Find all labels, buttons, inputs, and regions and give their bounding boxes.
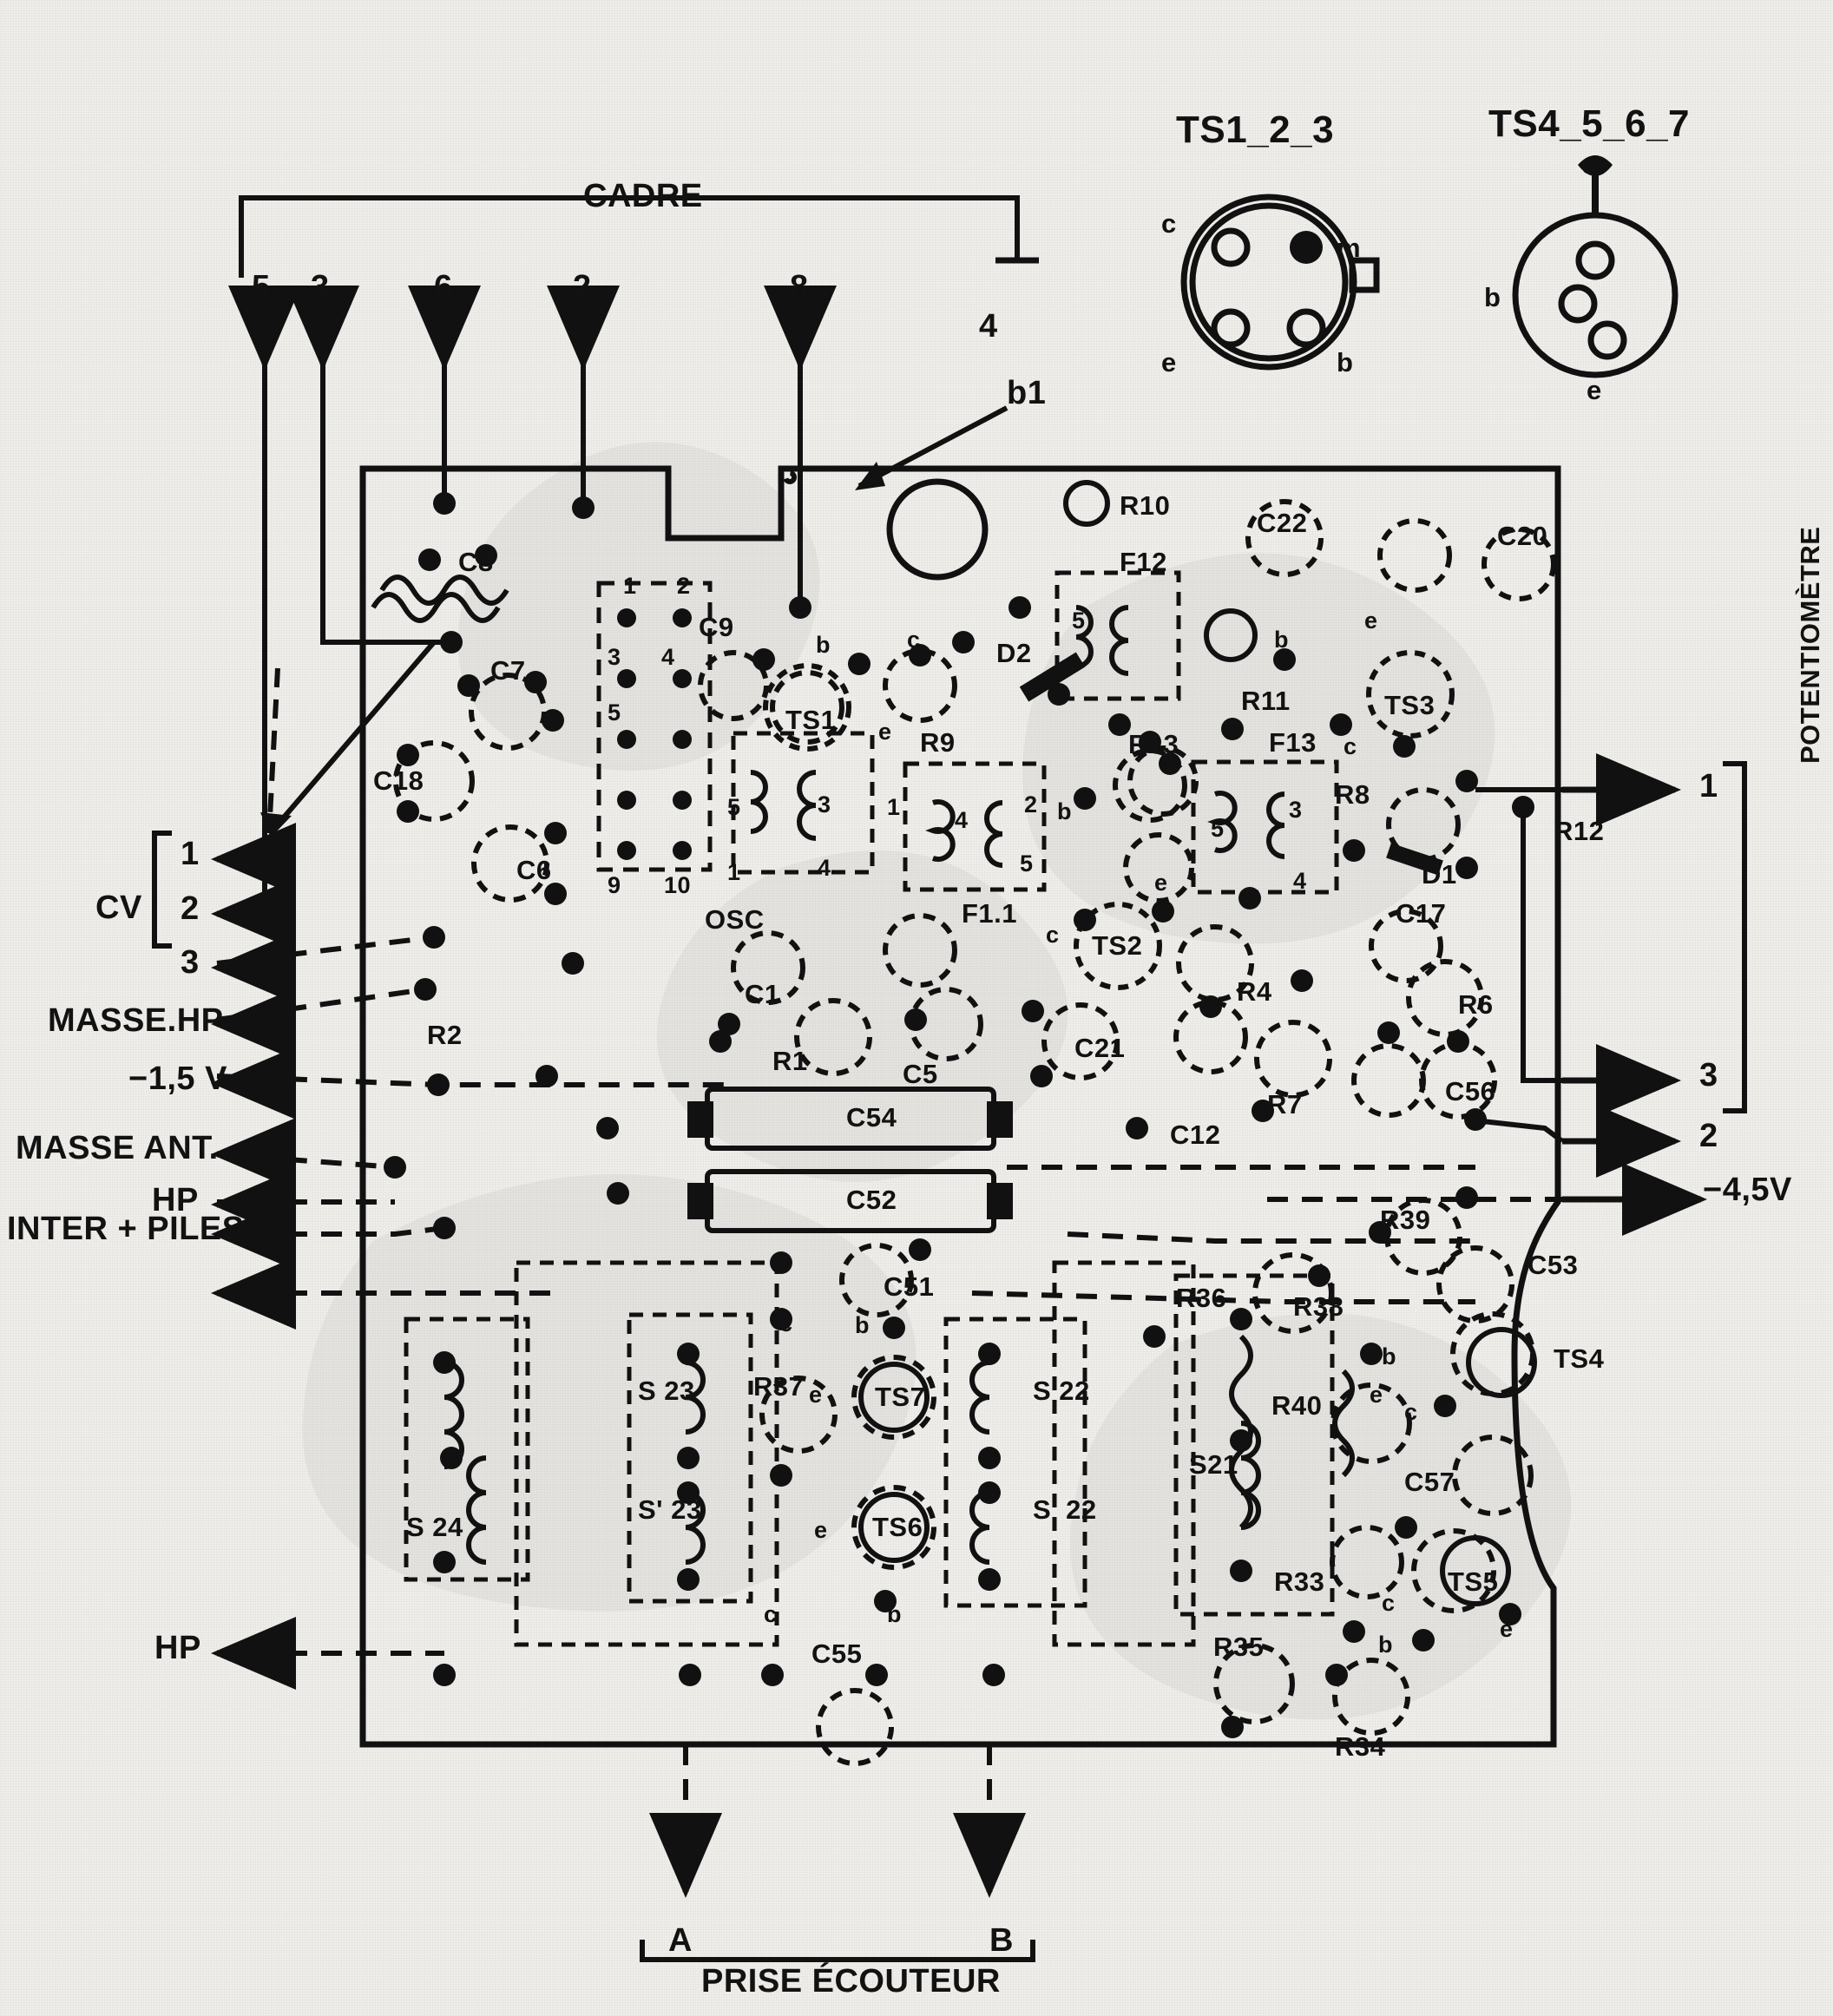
label-cadre: CADRE [583, 178, 703, 214]
terminal-cv-2: 2 [181, 890, 200, 927]
bottom-label-a: A [668, 1922, 693, 1959]
pin-b-ts5: b [1378, 1632, 1393, 1658]
f13-pin-3: 3 [1289, 797, 1303, 823]
f13-pin-5: 5 [1211, 816, 1225, 842]
ref-r6: R6 [1458, 989, 1494, 1020]
ref-c51: C51 [884, 1271, 935, 1302]
f11-pin-1: 1 [887, 794, 901, 820]
ref-c56: C56 [1445, 1076, 1496, 1107]
osc-pin-5: 5 [727, 794, 741, 820]
cadre-pin-5: 5 [252, 269, 271, 305]
label-prise-ecouteur: PRISE ÉCOUTEUR [701, 1963, 1001, 2000]
ref-f12: F12 [1120, 547, 1167, 577]
osc-pin-3: 3 [818, 791, 831, 818]
cadre-pin-3: 3 [311, 269, 330, 305]
ref-f11: F1.1 [962, 898, 1018, 929]
ts123-pin-e: e [1161, 347, 1177, 378]
ref-c18: C18 [373, 765, 424, 796]
ref-c1: C1 [745, 979, 780, 1009]
ic-pin-3: 3 [608, 644, 621, 670]
ts4567-pin-b: b [1484, 282, 1501, 312]
f13-pin-4: 4 [1293, 868, 1307, 894]
terminal-hp-bottom: HP [154, 1630, 201, 1666]
ref-r34: R34 [1335, 1731, 1386, 1762]
ref-s23p: S' 23 [638, 1494, 702, 1525]
pin-e-ts2: e [1154, 870, 1168, 896]
pin-e-ts6: e [814, 1517, 828, 1543]
ts4567-pin-c: c [1581, 149, 1597, 180]
ref-r2: R2 [427, 1020, 463, 1050]
bottom-label-b: B [989, 1922, 1014, 1959]
osc-pin-4: 4 [818, 855, 831, 881]
f11-pin-5: 5 [1020, 850, 1034, 877]
ref-ts4: TS4 [1554, 1343, 1605, 1374]
pin-c-ts5: c [1382, 1590, 1396, 1616]
ts123-pin-c: c [1161, 208, 1177, 239]
pin-c-ts1: c [907, 627, 921, 653]
ref-c53: C53 [1528, 1250, 1579, 1280]
ref-s24: S 24 [406, 1512, 463, 1542]
ref-r37: R37 [753, 1371, 805, 1402]
ref-r33: R33 [1274, 1566, 1325, 1597]
ref-r8: R8 [1335, 779, 1370, 810]
ref-c20: C20 [1497, 521, 1548, 551]
ref-ts1: TS1 [785, 705, 837, 735]
ref-ts3: TS3 [1384, 690, 1436, 720]
ic-pin-1: 1 [623, 573, 637, 599]
pin-c-ts4: c [1404, 1399, 1418, 1425]
ref-r35: R35 [1213, 1632, 1265, 1662]
ref-f13: F13 [1269, 727, 1317, 758]
ref-s23: S 23 [638, 1376, 695, 1406]
ref-r7: R7 [1267, 1089, 1303, 1120]
terminal-inter-piles: INTER + PILES [7, 1211, 245, 1247]
pin-e-ts7: e [809, 1382, 823, 1408]
terminal-masse-hp: MASSE.HP [48, 1002, 224, 1039]
ref-c8: C8 [458, 547, 494, 577]
ref-c54: C54 [846, 1102, 897, 1133]
ref-c57: C57 [1404, 1467, 1455, 1497]
ref-osc: OSC [705, 904, 765, 935]
ref-ts6: TS6 [872, 1512, 923, 1542]
ref-s22p: S' 22 [1033, 1494, 1097, 1525]
pin-c-ts3: c [1344, 733, 1357, 759]
ic-pin-2: 2 [677, 573, 691, 599]
pin-b-ts4: b [1382, 1343, 1396, 1369]
ic-pin-5: 5 [608, 699, 621, 726]
ref-r4: R4 [1237, 976, 1272, 1007]
label-ts123: TS1_2_3 [1176, 108, 1335, 151]
pin-e-ts3: e [1364, 607, 1378, 634]
ref-c9: C9 [699, 612, 734, 642]
ref-r13: R13 [1128, 729, 1179, 759]
cadre-pin-6: 6 [434, 269, 453, 305]
ref-d1: D1 [1422, 859, 1457, 890]
terminal-minus-1v5: −1,5 V [128, 1061, 227, 1097]
pin-c-ts6: c [764, 1601, 778, 1627]
label-ts4567: TS4_5_6_7 [1488, 102, 1691, 145]
terminal-pot-2: 2 [1699, 1118, 1718, 1154]
ref-c5: C5 [903, 1059, 938, 1089]
ref-r1: R1 [772, 1046, 808, 1076]
osc-pin-1: 1 [727, 859, 741, 885]
ref-r12: R12 [1554, 816, 1605, 846]
ref-r10: R10 [1120, 490, 1171, 521]
point-b1: b1 [1007, 375, 1047, 411]
ref-r11: R11 [1241, 686, 1291, 716]
ref-ts5: TS5 [1448, 1566, 1499, 1597]
terminal-pot-1: 1 [1699, 768, 1718, 804]
ic-pin-10: 10 [664, 872, 692, 898]
terminal-pot-3: 3 [1699, 1057, 1718, 1093]
pin-c-ts2: c [1046, 922, 1060, 948]
ts4567-pin-e: e [1587, 375, 1602, 405]
cadre-pin-2: 2 [573, 269, 592, 305]
ref-r40: R40 [1271, 1390, 1323, 1421]
ref-c21: C21 [1074, 1033, 1126, 1063]
pin-b-ts2: b [1057, 798, 1072, 824]
ref-c12: C12 [1170, 1120, 1221, 1150]
ref-c52: C52 [846, 1185, 897, 1215]
terminal-hp-top: HP [152, 1182, 199, 1218]
ref-c17: C17 [1396, 898, 1447, 929]
pin-e-ts5: e [1500, 1616, 1514, 1642]
pin-c-ts7: c [779, 1310, 793, 1336]
ref-s22: S 22 [1033, 1376, 1090, 1406]
pin-b-ts6: b [887, 1601, 902, 1627]
cadre-pin-8: 8 [790, 269, 809, 305]
ic-pin-9: 9 [608, 872, 621, 898]
ic-pin-4: 4 [661, 644, 675, 670]
terminal-supply: −4,5V [1703, 1172, 1792, 1208]
ref-ts7: TS7 [875, 1382, 926, 1412]
terminal-cv-3: 3 [181, 944, 200, 981]
ref-c55: C55 [811, 1638, 863, 1669]
ref-c6: C6 [516, 855, 552, 885]
ref-r38: R38 [1293, 1291, 1344, 1322]
pin-b-ts1: b [816, 632, 831, 658]
pin-b-ts7: b [855, 1312, 870, 1338]
terminal-masse-ant: MASSE ANT. [16, 1130, 219, 1166]
ref-c7: C7 [490, 655, 526, 686]
terminal-cv-group: CV [95, 890, 142, 926]
terminal-pot-group: POTENTIOMÈTRE [1795, 526, 1825, 764]
ref-r9: R9 [920, 727, 956, 758]
pin-b-ts3: b [1274, 627, 1289, 653]
ref-r39: R39 [1380, 1205, 1431, 1235]
ref-ts2: TS2 [1092, 930, 1143, 961]
terminal-cv-1: 1 [181, 836, 200, 872]
pin-e-ts4: e [1370, 1382, 1383, 1408]
ref-s21: S21 [1189, 1449, 1238, 1480]
ts123-pin-m: m [1337, 233, 1362, 263]
f11-pin-4: 4 [955, 807, 969, 833]
pin-e-ts1: e [878, 719, 892, 745]
f12-pin-5: 5 [1072, 607, 1086, 634]
cadre-pin-4: 4 [979, 308, 998, 345]
f11-pin-2: 2 [1024, 791, 1038, 818]
ref-r36: R36 [1176, 1283, 1227, 1313]
ts123-pin-b: b [1337, 347, 1354, 378]
ref-c22: C22 [1257, 508, 1308, 538]
ref-d2: D2 [996, 638, 1032, 668]
